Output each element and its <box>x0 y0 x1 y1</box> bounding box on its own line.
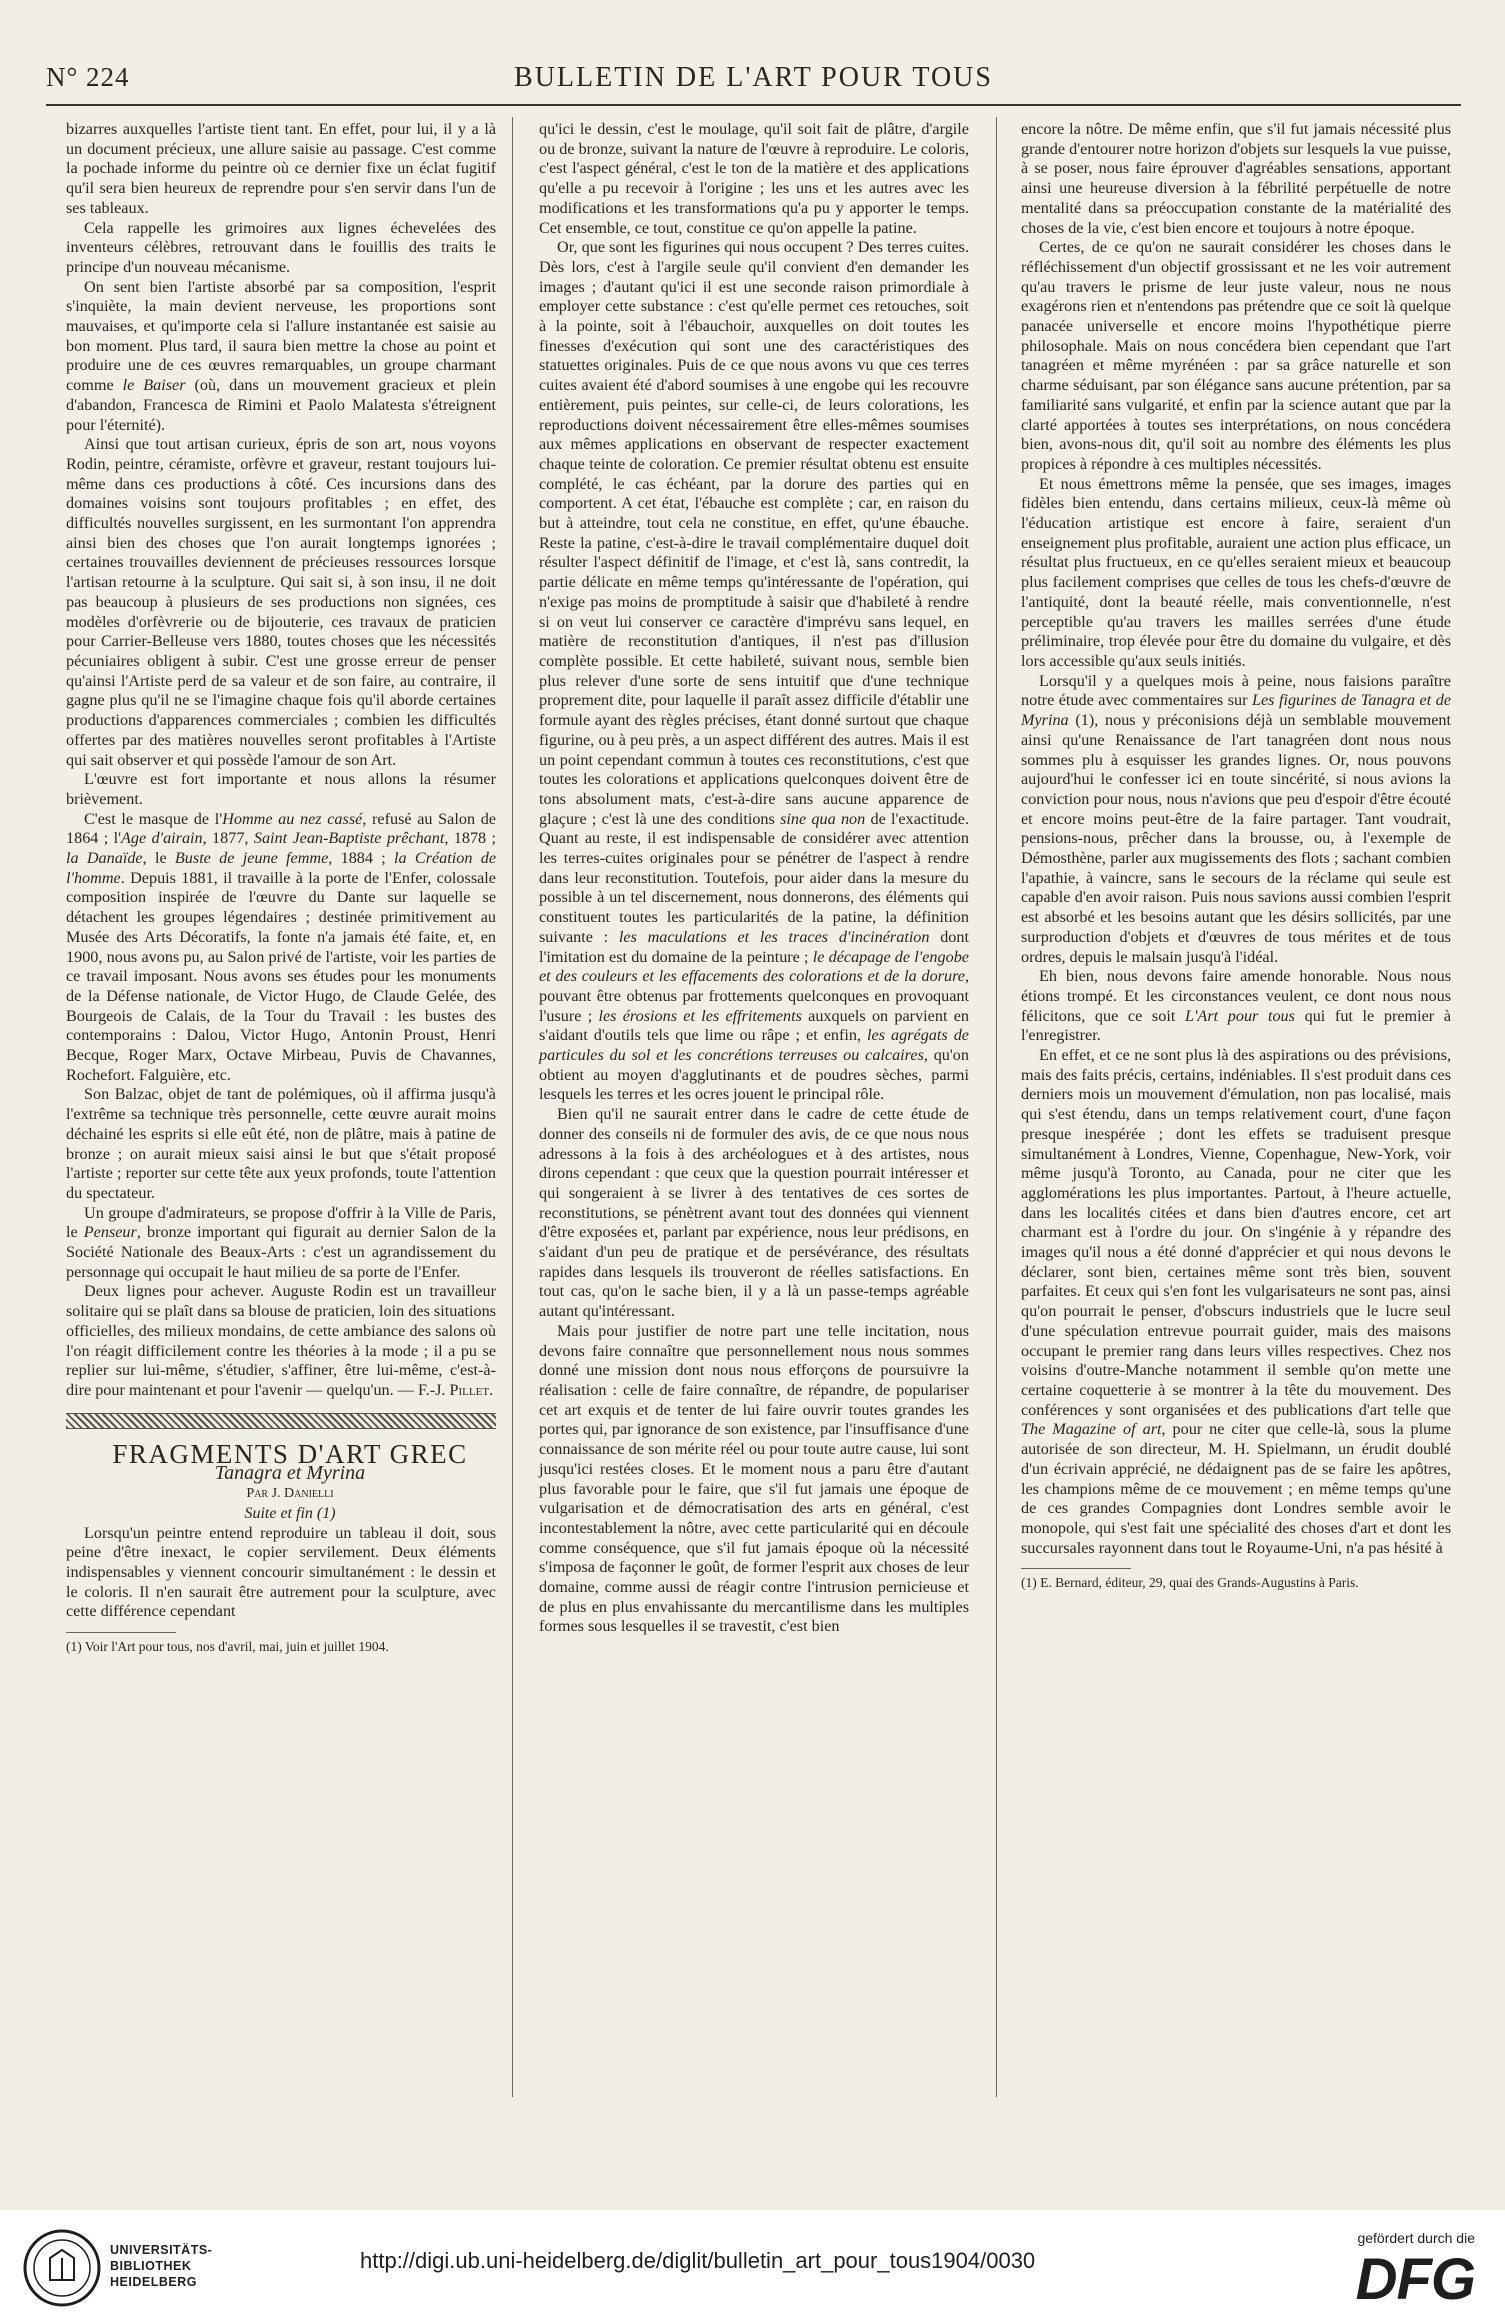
paragraph: Or, que sont les figurines qui nous occupent ? Des terres cuites. Dès lors, c'est à l'argile seule qu'il convient d'en demander les images ; d'autant qu'ici il est une seconde raison primordiale à employer cette substance : c'est qu'elle permet ces retouches, soit à la pointe, soit à l'ébauchoir, auxquelles on doit toutes les finesses d'exécution qui sont une des caractéristiques des statuettes originales. Puis de ce que nous avons vu que ces terres cuites avaient été d'abord soumises à une engobe qui les recouvre entièrement, puis peintes, sur celle-ci, de leurs colorations, les reproductions doivent nécessairement être elles-mêmes soumises aux mêmes applications en observant de respecter exactement chaque teinte de coloration. Ce premier résultat obtenu est ensuite complété, le cas échéant, par la dorure des parties qui en comportent. A cet état, l'ébauche est complète ; car, en raison du but à atteindre, tout cela ne constitue, en effet, qu'une ébauche. Reste la patine, c'est-à-dire le travail complémentaire duquel doit résulter l'aspect définitif de l'image, et c'est là, sans contredit, la partie délicate en même temps qu'intéressante de l'opération, qui n'exige pas moins de promptitude à saisir que d'habileté à rendre si on veut lui conserver ce caractère d'imprévu sans lequel, en matière de reconstitution d'antiques, il n'est pas d'illusion complète possible. Et cette habileté, suivant nous, semble bien plus relever d'une sorte de sens intuitif que d'une technique proprement dite, pour laquelle il paraît assez difficile d'établir une formule ayant des règles précises, étant donné surtout que chaque figurine, ou à peu près, a un aspect différent des autres. Mais il est un point cependant commun à toutes ces reconstitutions, c'est que toutes les colorations et applications quelconques doivent être de tons absolument mats, c'est-à-dire sans aucune apparence de glaçure ; c'est là une des conditions sine qua non de l'exactitude. Quant au reste, il est indispensable de considérer avec attention les terres-cuites originales pour se pénétrer de l'aspect à rendre dans leur reconstitution. Toutefois, pour aider dans la mesure du possible à un tel discernement, nous donnerons, des éléments qui constituent toutes les particularités de la patine, la définition suivante : les maculations et les traces d'incinération dont l'imitation est du domaine de la peinture ; le décapage de l'engobe et des couleurs et les effacements des colorations et de la dorure, pouvant être obtenus par frottements quelconques en provoquant l'usure ; les érosions et les effritements auxquels on parvient en s'aidant d'outils tels que lime ou râpe ; et enfin, les agrégats de particules du sol et les concrétions terreuses ou calcaires, qu'on obtient au moyen d'agglutinants et de poudres sèches, parmi lesquels les terres et les ocres jouent le principal rôle. <box>539 238 969 1104</box>
paragraph: qu'ici le dessin, c'est le moulage, qu'il soit fait de plâtre, d'argile ou de bronze, suivant la nature de l'œuvre à reproduire. Le coloris, c'est l'aspect général, c'est le ton de la matière et des applications qu'elle a pu recevoir à l'origine ; les uns et les autres avec les modifications et les transformations qu'a pu y apporter le temps. Cet ensemble, ce tout, constitue ce qu'on appelle la patine. <box>539 120 969 237</box>
dfg-logo: DFG <box>1355 2247 1475 2312</box>
footnote: (1) E. Bernard, éditeur, 29, quai des Grands-Augustins à Paris. <box>1021 1575 1359 1591</box>
paragraph: Lorsqu'il y a quelques mois à peine, nous faisions paraître notre étude avec commentaires sur Les figurines de Tanagra et de Myrina (1), nous y préconisions déjà un semblable mouvement ainsi qu'une Renaissance de l'art tanagréen dont nous nous sommes plu à esquisser les grandes lignes. Or, nous pouvons aujourd'hui le confesser ici en toute sincérité, si nous avions la conviction pour nous, nous n'avions que peu d'espoir d'être écouté et encore moins peut-être de la faire partager. Tant voudrait, pensions-nous, prêcher dans la brousse, ou, à l'exemple de Démosthène, parler aux mugissements des flots ; sachant combien l'apathie, à vaincre, sans le secours de la réclame qui seule est capable d'en avoir raison. Puis nous savions aussi combien l'esprit est absorbé et les besoins autant que les désirs sollicités, par une surproduction d'objets et d'œuvres de tous mérites et de tous ordres, depuis le malsain jusqu'à l'idéal. <box>1021 671 1451 966</box>
footnote-rule <box>1021 1568 1131 1569</box>
section-subtitle: Tanagra et Myrina <box>214 1462 366 1485</box>
paragraph: Son Balzac, objet de tant de polémiques, où il affirma jusqu'à l'extrême sa technique très personnelle, cette œuvre aurait moins déchainé les esprits si elle eût été, non de plâtre, mais à patine de bronze ; on aurait mieux saisi ainsi le but que s'était proposé l'artiste ; reporter sur cette tête aux yeux profonds, toute l'attention du spectateur. <box>66 1085 496 1202</box>
paragraph: Certes, de ce qu'on ne saurait considérer les choses dans le réfléchissement d'un objectif grossissant et ne les voir autrement qu'au travers le prisme de leur juste valeur, nous ne nous exagérons rien et n'entendons pas prétendre que ce soit là quelque panacée universelle et encore moins l'hypothétique pierre philosophale. Mais on nous concédera bien cependant que l'art tanagréen et même myrénéen : par sa grâce naturelle et son charme séduisant, par son élégance sans aucune prétention, par sa familiarité sans vulgarité, et enfin par la science autant que par la clarté apportées à toutes ses interprétations, on nous concédera bien, avons-nous dit, qu'il soit au nombre des éléments les plus propices à répondre à ces multiples nécessités. <box>1021 238 1451 473</box>
paragraph: L'œuvre est fort importante et nous allons la résumer brièvement. <box>66 770 496 808</box>
paragraph: encore la nôtre. De même enfin, que s'il fut jamais nécessité plus grande d'entourer notre horizon d'objets sur lesquels la vue puisse, à se poser, nous faire éprouver d'agréables sensations, apportant ainsi une heureuse diversion à la fébrilité perpétuelle de notre mentalité dans sa préoccupation constante de la matérialité des choses de la vie, c'est bien encore et toujours à notre époque. <box>1021 120 1451 237</box>
column-divider-2 <box>996 117 997 2097</box>
paragraph: Mais pour justifier de notre part une telle incitation, nous devons faire connaître que personnellement nous nous sommes donné une mission dont nous nous efforçons de poursuivre la réalisation : celle de faire connaître, de répandre, de populariser cet art exquis et de tenter de lui faire ouvrir toutes grandes les portes qui, par ignorance de son existence, par l'insuffisance d'une connaissance de son mérite réel ou pour toute autre cause, lui sont jusqu'ici restées closes. Et le moment nous a paru être d'autant plus favorable pour le faire, que s'il fut jamais une époque de vulgarisation et de démocratisation des arts en général, c'est incontestablement la nôtre, avec cette particularité qui en découle comme conséquence, que s'il fut jamais époque où la nécessité s'imposa de façonner le goût, de former l'esprit aux choses de leur domaine, comme aussi de réagir contre l'intrusion pernicieuse et de plus en plus envahissante du mercantilisme dans les multiples formes sous lesquelles il se travestit, c'est bien <box>539 1321 969 1636</box>
header-rule <box>46 104 1461 106</box>
university-seal-icon <box>22 2228 102 2308</box>
journal-title: BULLETIN DE L'ART POUR TOUS <box>514 62 993 93</box>
column-divider-1 <box>512 117 513 2097</box>
paragraph: Cela rappelle les grimoires aux lignes échevelées des inventeurs célèbres, retrouvant dans le fouillis des traits le principe d'un nouveau mécanisme. <box>66 218 496 276</box>
author-signature: Pillet <box>449 1381 490 1399</box>
column-1 <box>66 120 496 1655</box>
paragraph: C'est le masque de l'Homme au nez cassé, refusé au Salon de 1864 ; l'Age d'airain, 1877, Saint Jean-Baptiste prêchant, 1878 ; la Danaïde, le Buste de jeune femme, 1884 ; la Création de l'homme. Depuis 1881, il travaille à la porte de l'Enfer, colossale composition inspirée de l'œuvre du Dante sur laquelle se détachent les groupes légendaires ; destinée primitivement au Musée des Arts Décoratifs, la fonte n'a jamais été faite, et, en 1900, nous avons pu, au Salon privé de l'artiste, voir les parties de ce travail imposant. Nous avons ses études pour les monuments de la Défense nationale, de Victor Hugo, de Claude Gelée, des Bourgeois de Calais, de la Tour du Travail : les bustes des contemporains : Dalou, Victor Hugo, Antonin Proust, Henri Becque, Roger Marx, Octave Mirbeau, Puvis de Chavannes, Rochefort. Falguière, etc. <box>66 809 497 1084</box>
footnote-rule <box>66 1632 176 1633</box>
paragraph: Deux lignes pour achever. Auguste Rodin est un travailleur solitaire qui se plaît dans sa blouse de praticien, loin des situations officielles, des milieux mondains, de cette ambiance des salons où l'on réagit difficilement contre les théories à la mode ; il a pu se replier sur lui-même, s'étudier, s'affiner, être lui-même, c'est-à-dire pour maintenant et pour l'avenir — quelqu'un. — F.-J. Pillet. <box>66 1282 496 1399</box>
footnote: (1) Voir l'Art pour tous, nos d'avril, mai, juin et juillet 1904. <box>66 1639 389 1655</box>
section-author: Par J. Danielli <box>246 1486 334 1502</box>
paragraph: Lorsqu'un peintre entend reproduire un tableau il doit, sous peine d'être inexact, le copier servilement. Deux éléments indispensables y viennent concourir simultanément : le dessin et le coloris. Il n'en saurait être autrement pour la sculpture, avec cette différence cependant <box>66 1523 496 1621</box>
paragraph: Et nous émettrons même la pensée, que ses images, images fidèles bien entendu, dans certains milieux, ceux-là même où l'éducation artistique est encore à faire, seraient d'un enseignement plus profitable, auraient une action plus efficace, un résultat plus fructueux, en ce qu'elles seraient mieux et beaucoup plus facilement comprises que celles de tous les chefs-d'œuvre de l'antiquité, dont la beauté réelle, mais conventionnelle, n'est perceptible qu'au travers les mailles serrées d'une étude préliminaire, trop élevée pour être du domaine du vulgaire, et dès lors accessible qu'aux seuls initiés. <box>1021 474 1451 670</box>
paragraph: On sent bien l'artiste absorbé par sa composition, l'esprit s'inquiète, la main devient nerveuse, les proportions sont mauvaises, et qu'importe cela si l'allure instantanée est saisie au bon moment. Plus tard, il saura bien mettre la chose au point et produire une de ces œuvres remarquables, un groupe charmant comme le Baiser (où, dans un mouvement gracieux et plein d'abandon, Francesca de Rimini et Paolo Malatesta s'étreignent pour l'éternité). <box>66 277 496 434</box>
page-header <box>46 60 1461 104</box>
section-continuation: Suite et fin (1) <box>244 1504 336 1522</box>
source-url[interactable]: http://digi.ub.uni-heidelberg.de/diglit/bulletin_art_pour_tous1904/0030 <box>360 2248 1036 2273</box>
paragraph: Eh bien, nous devons faire amende honorable. Nous nous étions trompé. Et les circonstances veulent, ce dont nous nous félicitons, que ce soit L'Art pour tous qui fut le premier à l'enregistrer. <box>1021 967 1452 1045</box>
ornamental-divider <box>66 1413 496 1429</box>
funding-note: gefördert durch die <box>1357 2230 1475 2246</box>
paragraph: Bien qu'il ne saurait entrer dans le cadre de cette étude de donner des conseils ni de formuler des avis, de ce que nous nous adressons à la fois à des archéologues et à des artistes, nous dirons cependant : que ceux que la question pourrait intéresser et qui songeraient à se livrer à des tentatives de ces sortes de reconstitutions, se pénètrent avant tout des données qui viennent d'être exposées et, parlant par expérience, nous leur prédisons, en s'aidant d'un peu de pratique et de persévérance, des résultats rapides dans lesquels ils trouveront de réelles satisfactions. En tout cas, qu'on le sache bien, il y a là un passe-temps agréable autant qu'intéressant. <box>539 1105 969 1321</box>
paragraph: bizarres auxquelles l'artiste tient tant. En effet, pour lui, il y a là un document précieux, une allure saisie au passage. C'est comme la pochade informe du peintre où ce dernier fixe un éclat fugitif qu'il sera bien heureux de reprendre pour s'en servir dans l'un de ses tableaux. <box>66 120 496 217</box>
column-2 <box>539 120 969 1637</box>
paragraph: En effet, et ce ne sont plus là des aspirations ou des prévisions, mais des faits précis, certains, indéniables. Il s'est produit dans ces derniers mois un mouvement d'émulation, non pas localisé, mais qui s'est étendu, dans un temps relativement court, d'une façon presque inespérée ; dont les effets se traduisent presque simultanément à Londres, Vienne, Copenhague, New-York, voir même jusqu'à Toronto, au Canada, pour ne citer que les agglomérations les plus importantes. Partout, à l'heure actuelle, dans les localités citées et dans bien d'autres encore, cet art charmant est à l'ordre du jour. On s'ingénie à y répandre des images qu'il nous a été donné d'apprécier et qui nous devons le déclarer, sont bien, certaines même sont très bien, souvent parfaites. Et ceux qui s'en font les vulgarisateurs ne sont pas, ainsi qu'on pourrait le penser, d'obscurs industriels que le lucre seul d'une spéculation entrevue pourrait guider, mais des maisons occupant le premier rang dans leurs villes respectives. Chez nos voisins d'outre-Manche notamment il semble qu'on mette une certaine coquetterie à se montrer à la tête du mouvement. Des conférences y sont organisées et des publications d'art telle que The Magazine of art, pour ne citer que celle-là, sous la plume autorisée de son directeur, M. H. Spielmann, un érudit doublé d'un écrivain apprécié, ne dédaignent pas de se faire les apôtres, les champions même de ce mouvement ; en même temps qu'une de ces grandes Compagnies dont Londres semble avoir le monopole, qui s'est fait une spécialité des choses d'art et dont les succursales rayonnent dans tout le Royaume-Uni, n'a pas hésité à <box>1021 1046 1451 1557</box>
paragraph: Ainsi que tout artisan curieux, épris de son art, nous voyons Rodin, peintre, céramiste, orfèvre et graveur, restant toujours lui-même dans ces productions à côté. Ces incursions dans des domaines voisins sont toujours profitables ; en effet, des difficultés nouvelles surgissent, en les surmontant l'on apprendra ainsi bien des choses que l'on aurait longtemps ignorées ; certaines trouvailles deviennent de précieuses ressources lorsque l'artisan retourne à la sculpture. Qui sait si, à son insu, il ne doit pas beaucoup à plusieurs de ses productions non signées, ces modèles d'orfèvrerie ou de bijouterie, ces travaux de praticien pour Carrier-Belleuse vers 1880, toutes choses que les nécessités pécuniaires obligent à subir. C'est une grosse erreur de penser qu'ainsi l'Artiste perd de sa valeur et de son faire, au contraire, il gagne plus qu'il ne se l'imagine chaque fois qu'il aborde certaines productions d'apparences commerciales ; combien les difficultés offertes par des matières nouvelles seront profitables à l'Artiste qui sait observer et qui possède l'amour de son Art. <box>66 435 496 769</box>
digitization-footer <box>0 2210 1505 2324</box>
section-title: FRAGMENTS D'ART GREC <box>112 1438 468 1469</box>
page-number: N° 224 <box>46 62 130 92</box>
column-3 <box>1021 120 1451 1591</box>
institution-name: UNIVERSITÄTS- BIBLIOTHEK HEIDELBERG <box>110 2243 213 2289</box>
paragraph: Un groupe d'admirateurs, se propose d'offrir à la Ville de Paris, le Penseur, bronze important qui figurait au dernier Salon de la Société Nationale des Beaux-Arts : c'est un agrandissement du personnage qui occupait le haut milieu de sa porte de l'Enfer. <box>66 1203 496 1281</box>
